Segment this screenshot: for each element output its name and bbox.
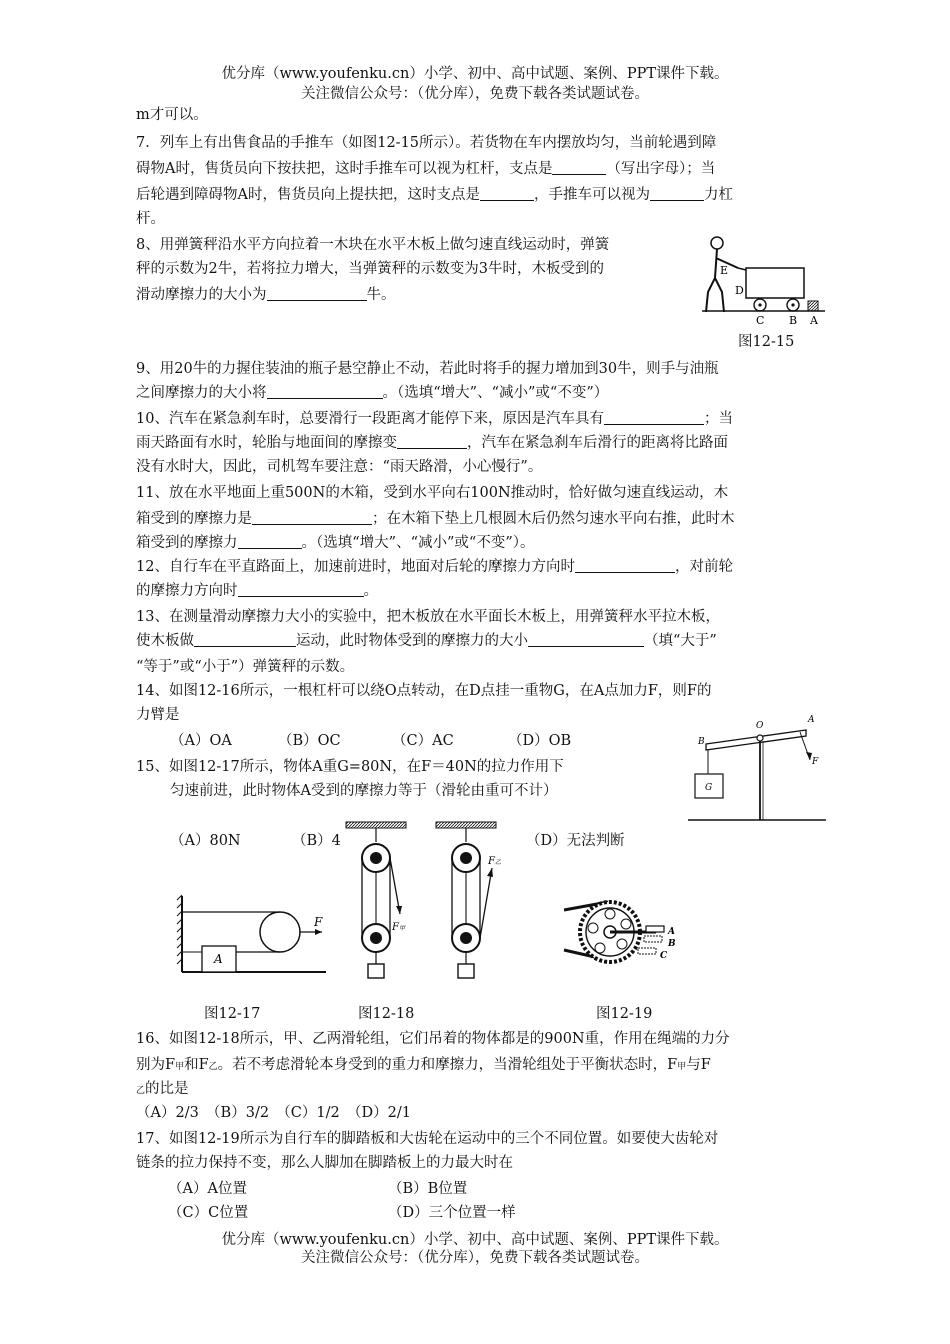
- fig1217-caption: 图12-17: [204, 1006, 261, 1022]
- q17-line-2: 链条的拉力保持不变，那么人脚加在脚踏板上的力最大时在: [136, 1155, 513, 1171]
- fig1215-label-a: A: [810, 314, 818, 327]
- q10-line-3: 没有水时大，因此，司机驾车要注意：“雨天路滑，小心慢行”。: [136, 459, 543, 475]
- q14-option-a: （A）OA: [170, 733, 232, 749]
- q10-blank-1: [604, 409, 704, 425]
- q7-l3c: 力杠: [703, 187, 733, 203]
- q13-line-3: “等于”或“小于”）弹簧秤的示数。: [136, 659, 355, 675]
- fig1219-label-b: B: [668, 939, 676, 949]
- q15-option-b: （B）4: [292, 833, 341, 849]
- q7-l2a: 碍物A时，售货员向下按扶把，这时手推车可以视为杠杆，支点是: [136, 161, 553, 177]
- q11-l3a: 箱受到的摩擦力: [136, 535, 238, 551]
- fig1215-label-c: C: [756, 314, 765, 327]
- q12-blank-2: [238, 581, 364, 597]
- q13-blank-1: [194, 631, 296, 647]
- q7-blank-lever-type: [650, 185, 704, 201]
- fig1218-sub-jia: 甲: [398, 925, 405, 932]
- header-line-1: 优分库（www.youfenku.cn）小学、初中、高中试题、案例、PPT课件下载。: [221, 66, 729, 82]
- fig1215-label-d: D: [735, 284, 744, 297]
- q11-line-3: [136, 532, 534, 554]
- figure-12-18-pulleys: [340, 818, 500, 994]
- q11-line-2: [136, 508, 735, 530]
- q9-blank: [267, 383, 383, 399]
- q8-line-2: 秤的示数为2牛，若将拉力增大，当弹簧秤的示数变为3牛时，木板受到的: [136, 261, 604, 277]
- footer-line-1: 优分库（www.youfenku.cn）小学、初中、高中试题、案例、PPT课件下载。: [221, 1232, 729, 1248]
- q14-option-b: （B）OC: [278, 733, 341, 749]
- q10-l1b: ；当: [703, 411, 733, 427]
- q9-line-1: 9、用20牛的力握住装油的瓶子悬空静止不动，若此时将手的握力增加到30牛，则手与油瓶: [136, 361, 719, 377]
- q14-option-c: （C）AC: [392, 733, 454, 749]
- q17-line-1: 17、如图12-19所示为自行车的脚踏板和大齿轮在运动中的三个不同位置。如要使大齿轮对: [136, 1131, 719, 1147]
- q8-l3b: 牛。: [366, 287, 396, 303]
- q16-line-2: [136, 1054, 711, 1078]
- q16-l2d: 与F: [686, 1057, 711, 1073]
- q15-line-2: 匀速前进，此时物体A受到的摩擦力等于（滑轮由重可不计）: [170, 783, 558, 799]
- q10-l2b: ，汽车在紧急刹车后滑行的距离将比路面: [467, 435, 728, 451]
- q16-line-3: [136, 1078, 189, 1102]
- fig1219-label-c: C: [660, 951, 668, 961]
- q15-option-a: （A）80N: [170, 833, 241, 849]
- fig1215-label-e: E: [720, 264, 729, 277]
- figure-12-17-pulley: [176, 892, 336, 984]
- q10-line-1: [136, 408, 733, 430]
- q10-l1a: 10、汽车在紧急刹车时，总要滑行一段距离才能停下来，原因是汽车具有: [136, 411, 604, 427]
- fig1218-f-yi: F: [488, 856, 495, 867]
- fig1216-label-b: B: [698, 737, 705, 747]
- footer-line-2: 关注微信公众号：（优分库），免费下载各类试题试卷。: [301, 1250, 649, 1266]
- q16-line-1: 16、如图12-18所示，甲、乙两滑轮组，它们吊着的物体都是的900N重，作用在绳端的力分: [136, 1031, 730, 1047]
- q16-sub-2: 乙: [208, 1062, 218, 1072]
- fig1216-label-g: G: [705, 783, 713, 793]
- fig1215-label-b: B: [789, 314, 798, 327]
- q13-l2b: 运动，此时物体受到的摩擦力的大小: [296, 633, 528, 649]
- q9-line-2: [136, 382, 608, 404]
- q7-blank-fulcrum-1: [552, 159, 606, 175]
- q13-blank-2: [528, 631, 644, 647]
- fig1218-f-jia: F: [392, 922, 399, 933]
- q9-l2b: 。（选填“增大”、“减小”或“不变”）: [382, 385, 609, 401]
- q17-option-b: （B）B位置: [388, 1181, 468, 1197]
- q10-l2a: 雨天路面有水时，轮胎与地面间的摩擦变: [136, 435, 397, 451]
- q17-option-d: （D）三个位置一样: [388, 1205, 516, 1221]
- fig1218-label-f-jia: [391, 922, 406, 933]
- fig1216-label-o: O: [756, 721, 764, 731]
- q15-line-1: 15、如图12-17所示，物体A重G=80N，在F＝40N的拉力作用下: [136, 759, 564, 775]
- q12-l2b: 。: [363, 583, 378, 599]
- fig1218-label-f-yi: [487, 856, 501, 867]
- q7-l3b: ，手推车可以视为: [533, 187, 650, 203]
- fig1216-label-a: A: [808, 715, 815, 725]
- fig1219-label-a: A: [668, 927, 675, 937]
- q12-blank-1: [575, 557, 675, 573]
- q17-option-a: （A）A位置: [168, 1181, 247, 1197]
- q8-blank: [267, 285, 367, 301]
- q14-line-1: 14、如图12-16所示，一根杠杆可以绕O点转动，在D点挂一重物G，在A点加力F，则F的: [136, 683, 712, 699]
- q9-l2a: 之间摩擦力的大小将: [136, 385, 267, 401]
- q15-option-d: （D）无法判断: [526, 833, 625, 849]
- q13-line-1: 13、在测量滑动摩擦力大小的实验中，把木板放在水平面长木板上，用弹簧秤水平拉木板，: [136, 609, 720, 625]
- q16-l3: 的比是: [145, 1081, 189, 1097]
- fig1219-caption: 图12-19: [596, 1006, 653, 1022]
- fig1215-caption: 图12-15: [738, 334, 795, 350]
- q16-sub-1: 甲: [175, 1062, 185, 1072]
- q11-l2a: 箱受到的摩擦力是: [136, 511, 252, 527]
- q12-l1a: 12、自行车在平直路面上，加速前进时，地面对后轮的摩擦力方向时: [136, 559, 575, 575]
- fig1217-label-a: A: [214, 952, 223, 966]
- fig1216-label-f: F: [812, 757, 819, 767]
- q13-l2c: （填“大于”: [644, 633, 717, 649]
- q16-l2a: 别为F: [136, 1057, 176, 1073]
- q7-line-3: [136, 184, 733, 206]
- q12-l1b: ，对前轮: [674, 559, 733, 575]
- q8-l3a: 滑动摩擦力的大小为: [136, 287, 267, 303]
- q11-blank-1: [252, 509, 372, 525]
- q16-options: （A）2/3 （B）3/2 （C）1/2 （D）2/1: [136, 1105, 411, 1121]
- q7-line-1: 7．列车上有出售食品的手推车（如图12-15所示）。若货物在车内摆放均匀，当前轮遇到障: [136, 135, 717, 151]
- q7-l2b: （写出字母）；当: [606, 161, 716, 177]
- q6-tail: m才可以。: [136, 107, 208, 123]
- q16-sub-3: 甲: [677, 1062, 687, 1072]
- q10-line-2: [136, 432, 728, 454]
- q11-line-1: 11、放在水平地面上重500N的木箱，受到水平向右100N推动时，恰好做匀速直线运动，木: [136, 485, 729, 501]
- figure-12-19-gear: [560, 892, 690, 972]
- q11-l3b: 。（选填“增大”、“减小”或“不变”）。: [301, 535, 535, 551]
- q7-line-4: 杆。: [136, 211, 165, 227]
- q7-blank-fulcrum-2: [480, 185, 534, 201]
- q8-line-3: [136, 284, 396, 306]
- q12-l2a: 的摩擦力方向时: [136, 583, 238, 599]
- figure-12-16-lever: [688, 708, 828, 826]
- q11-l2b: ；在木箱下垫上几根圆木后仍然匀速水平向右推，此时木: [372, 511, 735, 527]
- q7-line-2: [136, 158, 715, 180]
- q10-blank-2: [397, 433, 467, 449]
- q16-sub-4: 乙: [136, 1086, 146, 1096]
- q12-line-1: [136, 556, 733, 578]
- q14-option-d: （D）OB: [508, 733, 572, 749]
- q14-line-2: 力臂是: [136, 707, 180, 723]
- fig1217-label-f: F: [314, 915, 323, 929]
- q13-l2a: 使木板做: [136, 633, 194, 649]
- q11-blank-2: [238, 533, 302, 549]
- fig1218-caption: 图12-18: [358, 1006, 415, 1022]
- q16-l2b: 和F: [184, 1057, 209, 1073]
- figure-12-15-cart: [700, 230, 830, 330]
- q7-l3a: 后轮遇到障碍物A时，售货员向上提扶把，这时支点是: [136, 187, 480, 203]
- q16-l2c: 。若不考虑滑轮本身受到的重力和摩擦力，当滑轮组处于平衡状态时，F: [217, 1057, 678, 1073]
- q12-line-2: [136, 580, 378, 602]
- q13-line-2: [136, 630, 717, 652]
- header-line-2: 关注微信公众号：（优分库），免费下载各类试题试卷。: [301, 86, 649, 102]
- q8-line-1: 8、用弹簧秤沿水平方向拉着一木块在水平木板上做匀速直线运动时，弹簧: [136, 237, 610, 253]
- q17-option-c: （C）C位置: [168, 1205, 249, 1221]
- fig1218-sub-yi: 乙: [494, 859, 501, 866]
